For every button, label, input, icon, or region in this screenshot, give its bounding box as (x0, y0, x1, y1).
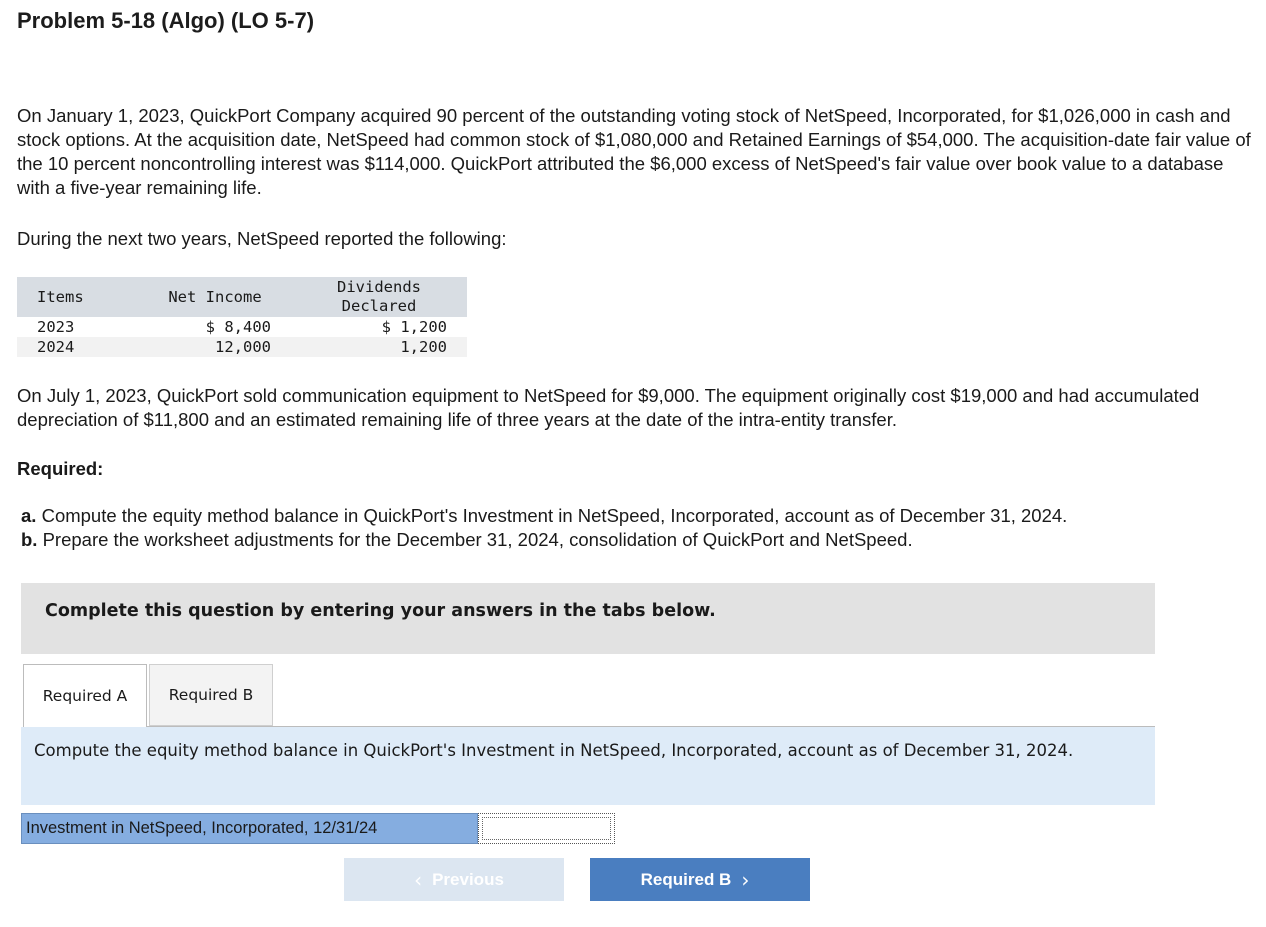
row-item: 2024 (17, 337, 139, 357)
row-dividends: 1,200 (291, 337, 467, 357)
transfer-paragraph: On July 1, 2023, QuickPort sold communication equipment to NetSpeed for $9,000. The equipment originally cost $19,000 and had accumulated depreciation of $11,800 and an estimated remaining life of three years at the date of the intra-entity transfer. (17, 385, 1200, 430)
header-dividends-line1: Dividends (337, 278, 421, 296)
header-dividends-line2: Declared (341, 297, 417, 315)
previous-label: Previous (432, 869, 504, 889)
previous-button[interactable] (344, 858, 564, 901)
header-items: Items (17, 277, 139, 317)
reported-intro: During the next two years, NetSpeed reported the following: (17, 228, 507, 249)
header-net-income: Net Income (139, 277, 291, 317)
intro-paragraph: On January 1, 2023, QuickPort Company acquired 90 percent of the outstanding voting stock of NetSpeed, Incorporated, for $1,026,000 in cash and stock options. At the acquisition date, NetSpeed had common stock of $1,080,000 and Retained Earnings of $54,000. The acquisition-date fair value of the 10 percent noncontrolling interest was $114,000. QuickPort attributed the $6,000 excess of NetSpeed's fair value over book value to a database with a five-year remaining life. (17, 105, 1251, 198)
investment-answer-input[interactable] (478, 813, 615, 844)
next-label: Required B (640, 869, 732, 889)
table-row (17, 337, 467, 357)
row-net-income: 12,000 (139, 337, 291, 357)
required-item-a (21, 504, 1067, 528)
chevron-left-icon: ‹ (414, 867, 423, 892)
row-dividends: $ 1,200 (291, 317, 467, 337)
header-dividends (291, 277, 467, 317)
required-b-label: b. (21, 529, 38, 550)
tab-required-a[interactable]: Required A (23, 664, 147, 727)
chevron-right-icon: › (741, 867, 750, 892)
task-panel (21, 727, 1155, 805)
row-item: 2023 (17, 317, 139, 337)
tab-required-b[interactable]: Required B (149, 664, 273, 726)
required-a-label: a. (21, 505, 37, 526)
table-row (17, 317, 467, 337)
required-list (21, 504, 1067, 552)
required-b-text: Prepare the worksheet adjustments for the December 31, 2024, consolidation of QuickPort and NetSpeed. (37, 529, 913, 550)
investment-label: Investment in NetSpeed, Incorporated, 12/31/24 (21, 813, 478, 844)
task-text: Compute the equity method balance in QuickPort's Investment in NetSpeed, Incorporated, account as of December 31, 2024. (34, 741, 1074, 760)
netspeed-results-table (17, 277, 467, 357)
required-item-b (21, 528, 1067, 552)
required-a-text: Compute the equity method balance in QuickPort's Investment in NetSpeed, Incorporated, account as of December 31, 2024. (36, 505, 1068, 526)
row-net-income: $ 8,400 (139, 317, 291, 337)
required-heading: Required: (17, 458, 104, 479)
problem-title: Problem 5-18 (Algo) (LO 5-7) (17, 8, 315, 33)
instruction-text: Complete this question by entering your answers in the tabs below. (45, 601, 716, 621)
next-required-b-button[interactable] (590, 858, 810, 901)
table-header-row (17, 277, 467, 317)
instruction-banner (21, 583, 1155, 654)
